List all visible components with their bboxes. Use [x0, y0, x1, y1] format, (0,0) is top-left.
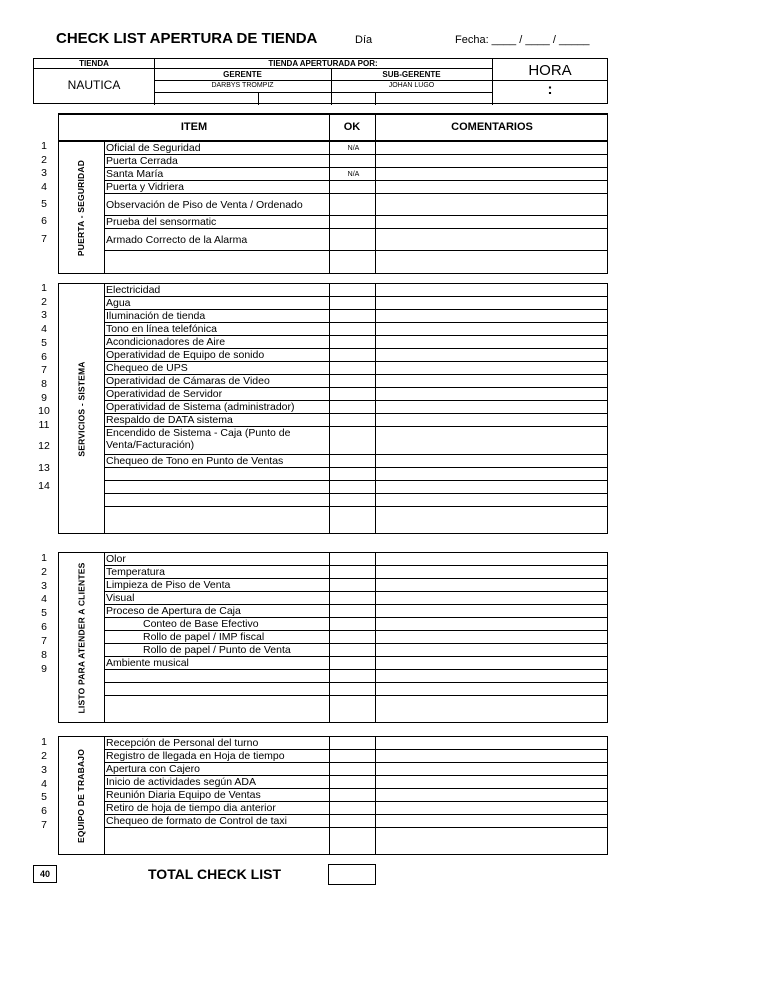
section-label: [59, 142, 104, 273]
item-number: 3: [41, 309, 47, 321]
row-divider: [104, 296, 607, 297]
checklist-item: Puerta Cerrada: [106, 155, 178, 167]
checklist-item: Operatividad de Sistema (administrador): [106, 401, 295, 413]
item-number: 7: [41, 819, 47, 831]
checklist-item: Observación de Piso de Venta / Ordenado: [106, 199, 303, 211]
item-number: 2: [41, 154, 47, 166]
row-divider: [104, 250, 607, 251]
checklist-item: Acondicionadores de Aire: [106, 336, 226, 348]
section-label-text: SERVICIOS - SISTEMA: [76, 360, 87, 457]
item-number: 10: [38, 405, 50, 417]
item-number: 6: [41, 621, 47, 633]
section-label: [59, 284, 104, 533]
item-number: 1: [41, 140, 47, 152]
checklist-item: Iluminación de tienda: [106, 310, 206, 322]
row-divider: [104, 154, 607, 155]
row-divider: [104, 695, 607, 696]
total-label: TOTAL CHECK LIST: [148, 866, 281, 882]
item-column-header: ITEM: [180, 121, 208, 133]
item-number: 8: [41, 378, 47, 390]
checklist-item: Encendido de Sistema - Caja (Punto de Venta/Facturación): [106, 427, 291, 451]
checklist-item: Temperatura: [106, 566, 165, 578]
item-number: 5: [41, 337, 47, 349]
total-input-box[interactable]: [328, 864, 376, 885]
item-number: 4: [41, 593, 47, 605]
checklist-item: Reunión Diaria Equipo de Ventas: [106, 789, 261, 801]
checklist-item: Agua: [106, 297, 131, 309]
ok-cell[interactable]: N/A: [347, 145, 360, 152]
store-header-table: [33, 58, 608, 104]
checklist-item: Rollo de papel / Punto de Venta: [143, 644, 291, 656]
item-number: 3: [41, 580, 47, 592]
fecha-field[interactable]: Fecha: ____ / ____ / _____: [455, 34, 590, 46]
checklist-item: Oficial de Seguridad: [106, 142, 201, 154]
item-number: 7: [41, 635, 47, 647]
checklist-item: Puerta y Vidriera: [106, 181, 185, 193]
section-label: [59, 737, 104, 854]
checklist-item: Proceso de Apertura de Caja: [106, 605, 241, 617]
row-divider: [104, 682, 607, 683]
row-divider: [104, 591, 607, 592]
section-table: [58, 736, 608, 855]
column-divider: [375, 737, 376, 854]
section-label-text: EQUIPO DE TRABAJO: [76, 748, 87, 843]
checklist-item: Recepción de Personal del turno: [106, 737, 259, 749]
row-divider: [104, 669, 607, 670]
checklist-item: Santa María: [106, 168, 164, 180]
row-divider: [104, 228, 607, 229]
checklist-item: Inicio de actividades según ADA: [106, 776, 257, 788]
checklist-item: Olor: [106, 553, 126, 565]
tienda-value: NAUTICA: [67, 78, 121, 92]
item-number: 14: [38, 480, 50, 492]
item-number: 5: [41, 198, 47, 210]
column-divider: [104, 142, 105, 273]
column-header: [58, 113, 608, 141]
item-number: 1: [41, 736, 47, 748]
checklist-item: Electricidad: [106, 284, 161, 296]
item-number: 2: [41, 296, 47, 308]
item-number: 2: [41, 566, 47, 578]
row-divider: [104, 565, 607, 566]
item-number: 7: [41, 233, 47, 245]
checklist-item: Operatividad de Cámaras de Video: [106, 375, 270, 387]
ok-cell[interactable]: N/A: [347, 171, 360, 178]
item-number: 3: [41, 167, 47, 179]
section-label: [59, 553, 104, 722]
row-divider: [104, 193, 607, 194]
checklist-item: Registro de llegada en Hoja de tiempo: [106, 750, 285, 762]
checklist-item: Rollo de papel / IMP fiscal: [143, 631, 265, 643]
section-table: [58, 141, 608, 274]
checklist-item: Limpieza de Piso de Venta: [106, 579, 231, 591]
item-number: 4: [41, 181, 47, 193]
item-number: 8: [41, 649, 47, 661]
page-title: CHECK LIST APERTURA DE TIENDA: [56, 30, 318, 47]
item-number: 4: [41, 323, 47, 335]
column-divider: [104, 737, 105, 854]
checklist-item: Operatividad de Servidor: [106, 388, 223, 400]
row-divider: [104, 480, 607, 481]
item-number: 4: [41, 778, 47, 790]
row-divider: [104, 167, 607, 168]
item-number: 1: [41, 282, 47, 294]
column-divider: [375, 142, 376, 273]
checklist-item: Operatividad de Equipo de sonido: [106, 349, 265, 361]
gerente-label: GERENTE: [223, 70, 262, 79]
hora-value[interactable]: :: [547, 81, 553, 98]
row-divider: [104, 827, 607, 828]
checklist-item: Chequeo de Tono en Punto de Ventas: [106, 455, 284, 467]
item-number: 11: [38, 419, 50, 431]
row-divider: [104, 506, 607, 507]
comentarios-column-header: COMENTARIOS: [451, 121, 533, 133]
item-number: 7: [41, 364, 47, 376]
item-number: 5: [41, 607, 47, 619]
row-divider: [104, 467, 607, 468]
dia-label: Día: [355, 34, 373, 46]
section-label-text: LISTO PARA ATENDER A CLIENTES: [76, 562, 87, 713]
checklist-item: Tono en línea telefónica: [106, 323, 217, 335]
subgerente-value: JOHAN LUGO: [388, 82, 435, 89]
item-number: 13: [38, 462, 50, 474]
item-number: 9: [41, 392, 47, 404]
gerente-value: DARBYS TROMPIZ: [211, 82, 274, 89]
checklist-item: Chequeo de UPS: [106, 362, 188, 374]
tienda-label: TIENDA: [79, 59, 109, 68]
checklist-item: Conteo de Base Efectivo: [143, 618, 259, 630]
checklist-item: Visual: [106, 592, 135, 604]
checklist-item: Chequeo de formato de Control de taxi: [106, 815, 287, 827]
checklist-item: Respaldo de DATA sistema: [106, 414, 233, 426]
item-count: 40: [33, 865, 57, 883]
row-divider: [104, 493, 607, 494]
checklist-item: Prueba del sensormatic: [106, 216, 217, 228]
item-number: 6: [41, 805, 47, 817]
item-number: 2: [41, 750, 47, 762]
checklist-item: Ambiente musical: [106, 657, 189, 669]
subgerente-label: SUB-GERENTE: [382, 70, 441, 79]
item-number: 12: [38, 440, 50, 452]
item-number: 6: [41, 215, 47, 227]
item-number: 6: [41, 351, 47, 363]
section-label-text: PUERTA - SEGURIDAD: [76, 159, 87, 256]
checklist-item: Armado Correcto de la Alarma: [106, 234, 248, 246]
column-divider: [329, 142, 330, 273]
item-number: 3: [41, 764, 47, 776]
section-table: [58, 552, 608, 723]
hora-label: HORA: [528, 62, 572, 79]
item-number: 9: [41, 663, 47, 675]
checklist-item: Apertura con Cajero: [106, 763, 200, 775]
ok-column-header: OK: [343, 121, 361, 133]
aperturada-label: TIENDA APERTURADA POR:: [268, 59, 378, 68]
checklist-item: Retiro de hoja de tiempo dia anterior: [106, 802, 276, 814]
column-divider: [329, 737, 330, 854]
item-number: 5: [41, 791, 47, 803]
section-table: [58, 283, 608, 534]
item-number: 1: [41, 552, 47, 564]
